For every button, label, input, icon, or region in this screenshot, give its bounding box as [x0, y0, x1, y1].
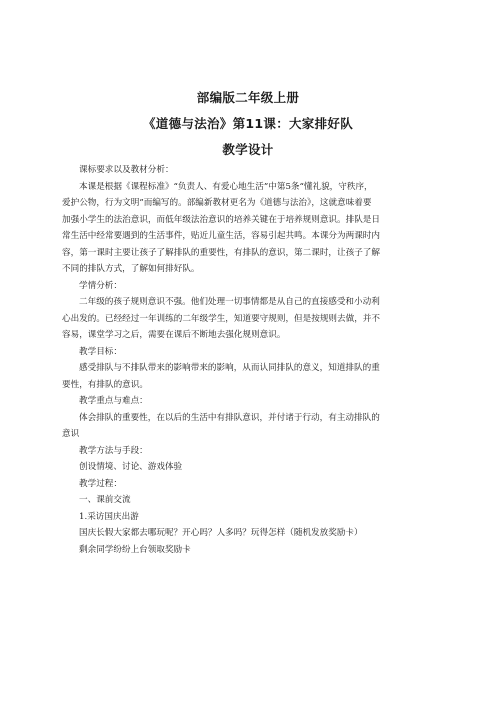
- step-subheading: 1.采访国庆出游: [79, 511, 139, 522]
- paragraph-line: 本课是根据《课程标准》“负责人、有爱心地生活”中第5条“懂礼貌，守秩序，: [79, 181, 373, 192]
- step-heading: 一、课前交流: [79, 495, 131, 505]
- section-heading-curriculum: 课标要求以及教材分析：: [79, 165, 174, 175]
- section-heading-methods: 教学方法与手段：: [79, 445, 148, 456]
- paragraph-line: 感受排队与不排队带来的影响带来的影响，从而认同排队的意义，知道排队的重: [79, 363, 380, 373]
- section-heading-focus: 教学重点与难点：: [79, 396, 148, 406]
- paragraph-line: 容易，课堂学习之后，需要在课后不断地去强化规则意识。: [62, 330, 286, 340]
- paragraph-line: 心出发的。已经经过一年训练的二年级学生，知道要守规则，但是按规则去做，并不: [62, 313, 380, 324]
- paragraph-line: 加强小学生的法治意识，而低年级法治意识的培养关键在于培养规则意识。排队是日: [62, 214, 380, 225]
- paragraph-line: 容，第一课时主要让孩子了解排队的重要性，有排队的意识，第二课时，让孩子了解: [62, 247, 380, 258]
- paragraph-line: 国庆长假大家都去哪玩呢？开心吗？人多吗？玩得怎样（随机发放奖励卡）: [79, 528, 363, 538]
- paragraph-line: 要性，有排队的意识。: [62, 379, 148, 390]
- paragraph-line: 体会排队的重要性，在以后的生活中有排队意识，并付诸于行动，有主动排队的: [79, 412, 380, 423]
- document-body: [62, 162, 434, 558]
- lesson-title: 《道德与法治》第11课：大家排好队: [143, 116, 353, 131]
- paragraph-line: 二年级的孩子规则意识不强。他们处理一切事情都是从自己的直接感受和小动利: [79, 297, 380, 307]
- paragraph-line: 意识: [62, 429, 80, 439]
- paragraph-line: 常生活中经常要遇到的生活事件，贴近儿童生活，容易引起共鸣。本课分为两课时内: [62, 231, 380, 241]
- paragraph-line: 不同的排队方式，了解如何排好队。: [62, 264, 200, 274]
- section-heading-goals: 教学目标：: [79, 346, 122, 357]
- design-heading: 教学设计: [222, 142, 274, 157]
- paragraph-line: 爱护公物，行为文明”而编写的。部编新教材更名为《道德与法治》，这就意味着要: [62, 198, 372, 208]
- paragraph-line: 剩余同学纷纷上台领取奖励卡: [79, 544, 191, 555]
- section-heading-students: 学情分析：: [79, 280, 122, 291]
- paragraph-line: 创设情境、讨论、游戏体验: [79, 462, 183, 472]
- grade-heading: 部编版二年级上册: [196, 90, 300, 105]
- section-heading-process: 教学过程：: [79, 478, 122, 489]
